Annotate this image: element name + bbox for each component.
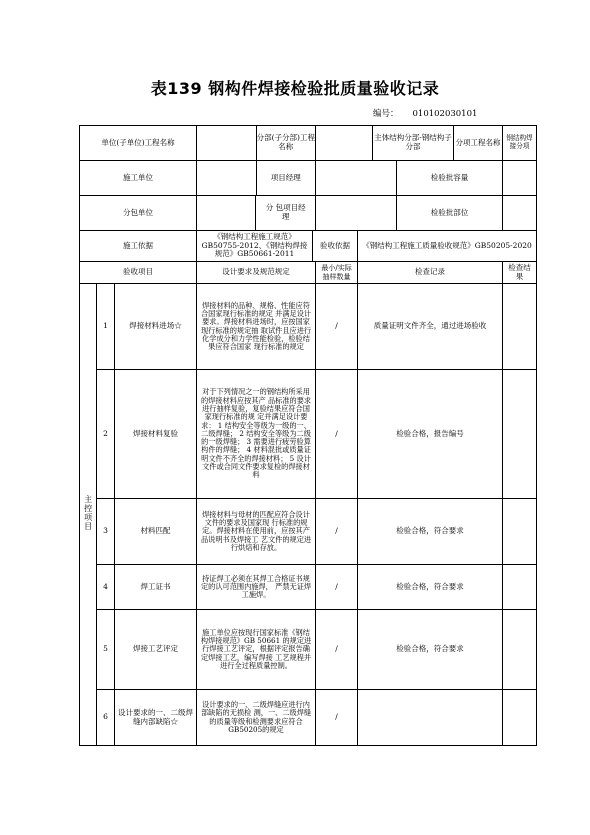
row-record[interactable]: 检验合格，符合要求 [358,565,503,610]
batch-location-label: 检验批部位 [430,207,469,217]
unit-value-cell[interactable] [197,126,316,161]
inspection-form-table [79,125,537,746]
row-record[interactable]: 检验合格，符合要求 [358,499,503,565]
section-label-cell [80,284,97,746]
row-name: 焊接工艺评定 [115,610,197,690]
basis-label: 施工依据 [80,231,197,262]
acceptance-basis-value: 《钢结构工程施工质量验收规范》GB50205-2020 [358,231,537,262]
row-no: 2 [97,370,115,499]
row-result[interactable] [503,370,537,499]
table-row [80,610,537,690]
row-requirement: 对于下列情况之一的钢结构所采用的焊接材料应按其产 品标准的要求进行抽样复验，复验结果应符合国家现行标准的规 定并满足设计要求： 1 结构安全等级为一级的一、二级焊缝； 2 结构安全等级为二级的一级焊缝； 3 需要进行疲劳验算构件的焊缝； 4 材料混批或质量证明文件不齐全的焊接材料； 5 设计文件或合同文件要求复检的焊接材料 [197,370,316,499]
row-record[interactable]: 检验合格，符合要求 [358,610,503,690]
row-no: 5 [97,610,115,690]
row-no: 1 [97,284,115,370]
code-value: 010102030101 [412,109,478,119]
item-value: 钢结构焊接分项 [503,126,537,161]
pm-cell [316,161,503,196]
row-no: 6 [97,690,115,746]
subcontractor-label: 分包单位 [80,196,197,231]
subdivision-cell [316,126,503,161]
sub-pm-label: 分 包项目经理 [265,203,306,221]
row-sample[interactable]: / [316,370,358,499]
contractor-cell [197,161,316,196]
basis-cell [197,231,358,262]
basis-value: 《钢结构工程施工规范》GB50755-2012、《钢结构焊接规范》GB50661-2011 [197,231,313,261]
row-sample[interactable]: / [316,499,358,565]
row-record[interactable]: 质量证明文件齐全，通过进场验收 [358,284,503,370]
batch-capacity-label: 检验批容量 [430,172,469,182]
row-name: 焊工证书 [115,565,197,610]
row-name: 焊接材料进场☆ [115,284,197,370]
row-requirement: 焊接材料的品种、规格、性能应符合国家现行标准的规定 并满足设计要求。焊接材料进场时，应按国家现行标准的规定抽 取试件且应进行化学成分和力学性能检验，检验结果应符合国家 现行标准的规定 [197,284,316,370]
row-requirement: 持证焊工必须在其焊工合格证书规定的认可范围内施焊， 严禁无证焊工施焊。 [197,565,316,610]
row-sample[interactable]: / [316,690,358,746]
row-result[interactable] [503,690,537,746]
unit-label: 单位(子单位)工程名称 [80,126,197,161]
subcontractor-value[interactable] [197,196,256,230]
unit-value[interactable] [197,126,257,160]
row-name: 设计要求的一、二级焊缝内部缺陷☆ [115,690,197,746]
row-requirement: 设计要求的一、二级焊缝应进行内部缺陷的无损检 测，一、二级焊缝的质量等级和检测要求应符合GB50205的规定 [197,690,316,746]
item-label: 分项工程名称 [455,137,501,147]
row-requirement: 施工单位应按现行国家标准《钢结构焊接规范》GB 50661 的规定进行焊接工艺评定，根据评定报告确定焊接工艺，编写焊接 工艺规程并进行全过程质量控制。 [197,610,316,690]
row-result[interactable] [503,565,537,610]
col-result: 检查结果 [503,262,537,284]
row-record[interactable]: 检验合格，报告编号 [358,370,503,499]
document-code [373,107,477,119]
page-title: 表139 钢构件焊接检验批质量验收记录 [150,79,440,98]
col-item: 验收项目 [80,262,197,284]
row-result[interactable] [503,284,537,370]
row-sample[interactable]: / [316,610,358,690]
column-header-row [80,262,537,284]
header-row-subcontractor [80,196,537,231]
row-record[interactable] [358,690,503,746]
row-sample[interactable]: / [316,565,358,610]
pm-value[interactable] [316,161,397,195]
row-sample[interactable]: / [316,284,358,370]
section-label: 主控项目 [83,495,93,532]
header-row-unit [80,126,537,161]
col-sample: 最小/实际抽样数量 [316,262,358,284]
contractor-label: 施工单位 [80,161,197,196]
table-row [80,370,537,499]
row-no: 3 [97,499,115,565]
pm-label: 项目经理 [270,172,301,182]
subdivision-value[interactable] [316,126,373,160]
row-no: 4 [97,565,115,610]
batch-location-value[interactable] [503,196,537,231]
row-requirement: 焊接材料与母材的匹配应符合设计文件的要求及国家现 行标准的规定。焊接材料在使用前，应按其产品说明书及焊接工 艺文件的规定进行烘焙和存放。 [197,499,316,565]
sub-pm-value[interactable] [316,196,397,230]
header-row-basis [80,231,537,262]
row-result[interactable] [503,499,537,565]
contractor-value[interactable] [197,161,257,195]
batch-capacity-value[interactable] [503,161,537,196]
table-row [80,499,537,565]
main-structure-label: 主体结构分部-钢结构子分部 [373,126,454,160]
table-row [80,284,537,370]
table-row [80,565,537,610]
table-row [80,690,537,746]
subcontractor-cell [197,196,316,231]
col-record: 检查记录 [358,262,503,284]
header-row-contractor [80,161,537,196]
code-label: 编号： [373,109,399,119]
row-result[interactable] [503,610,537,690]
sub-pm-cell [316,196,503,231]
row-name: 材料匹配 [115,499,197,565]
acceptance-basis-label: 验收依据 [320,240,351,250]
col-design: 设计要求及规范规定 [197,262,316,284]
subdivision-label: 分部(子分部)工程名称 [256,133,315,151]
row-name: 焊接材料复验 [115,370,197,499]
